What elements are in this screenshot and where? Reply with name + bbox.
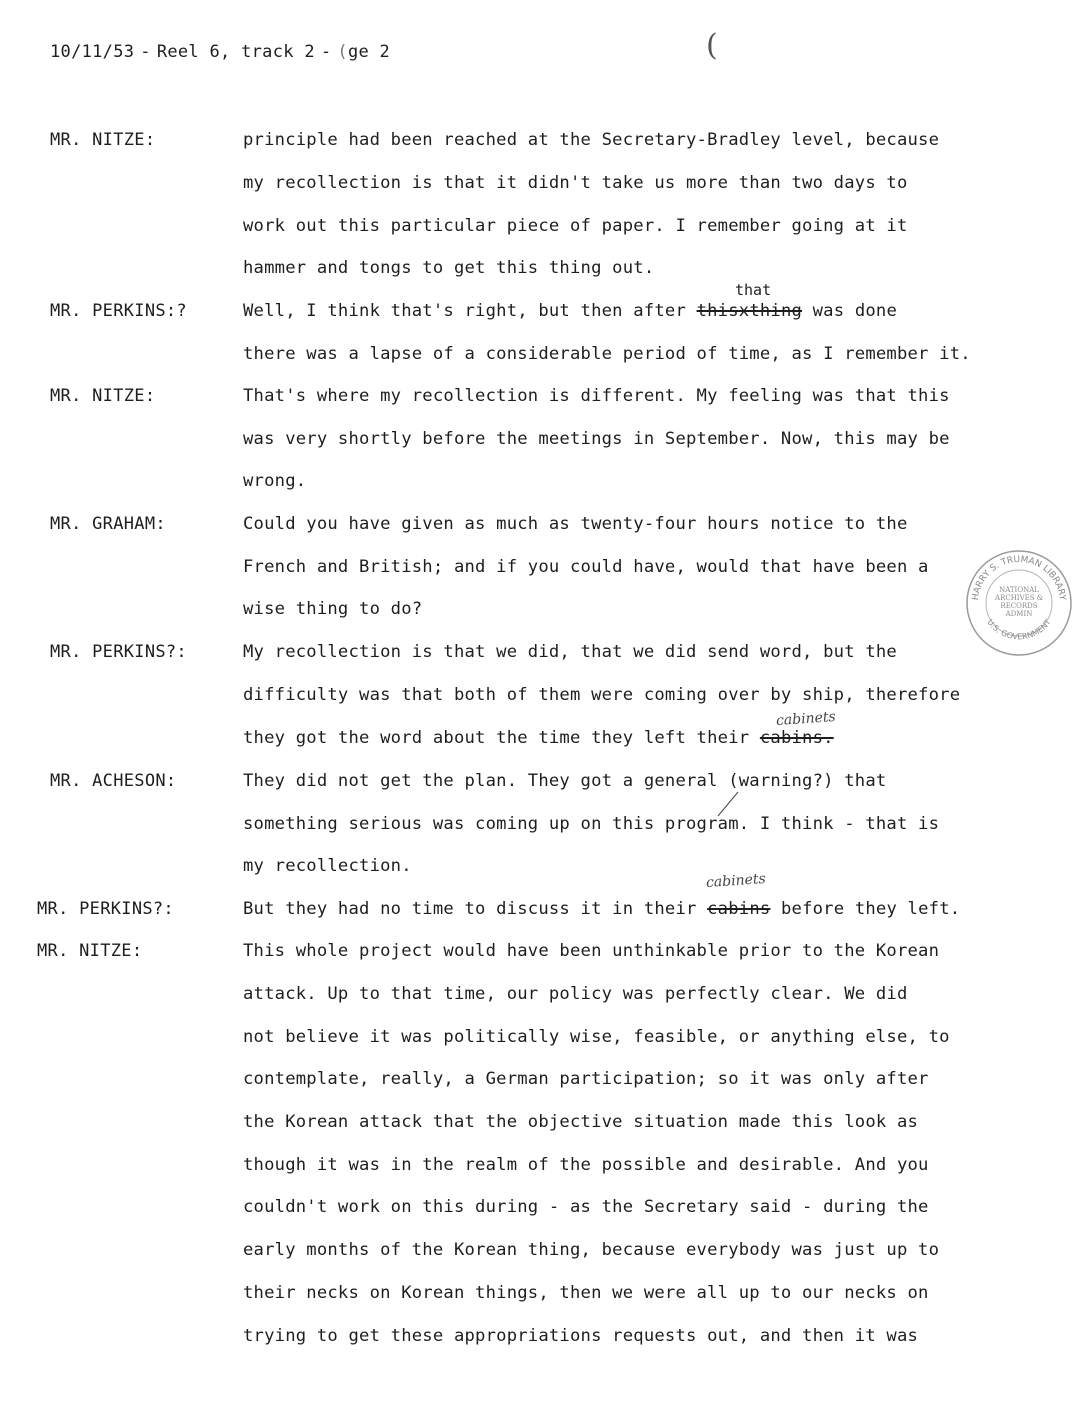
transcript-line: They did not get the plan. They got a general (warning?) that xyxy=(243,771,887,791)
speaker-label: MR. NITZE: xyxy=(37,941,143,961)
transcript-line: difficulty was that both of them were coming over by ship, therefore xyxy=(243,685,961,705)
transcript-line: Well, I think that's right, but then after thisxthing was done xyxy=(243,301,898,321)
stamp-center-text: NATIONAL ARCHIVES & RECORDS ADMIN xyxy=(995,586,1043,618)
speaker-label: MR. PERKINS?: xyxy=(50,642,187,662)
struck-text: thisxthing xyxy=(696,301,803,321)
transcript-line: attack. Up to that time, our policy was perfectly clear. We did xyxy=(243,984,908,1004)
margin-mark: ( xyxy=(706,28,718,63)
transcript-line: Could you have given as much as twenty-four hours notice to the xyxy=(243,514,908,534)
transcript-line: French and British; and if you could have, would that have been a xyxy=(243,557,929,577)
header-date: 10/11/53 xyxy=(50,42,135,62)
speaker-label: MR. PERKINS:? xyxy=(50,301,187,321)
header-page: ge 2 xyxy=(347,42,391,62)
archive-stamp xyxy=(964,548,1074,658)
speaker-label: MR. GRAHAM: xyxy=(50,514,166,534)
transcript-line: something serious was coming up on this program. I think - that is xyxy=(243,814,940,834)
transcript-line: That's where my recollection is different. My feeling was that this xyxy=(243,386,950,406)
transcript-line: My recollection is that we did, that we did send word, but the xyxy=(243,642,897,662)
transcript-line: their necks on Korean things, then we were all up to our necks on xyxy=(243,1283,929,1303)
transcript-line: trying to get these appropriations requests out, and then it was xyxy=(243,1326,919,1346)
speaker-label: MR. NITZE: xyxy=(50,130,156,150)
struck-text: cabins. xyxy=(759,728,834,748)
transcript-line: wise thing to do? xyxy=(243,599,423,619)
handwritten-insertion: cabinets xyxy=(775,708,837,730)
transcript-line: early months of the Korean thing, because everybody was just up to xyxy=(243,1240,940,1260)
page-header: 10/11/53 - Reel 6, track 2 - (ge 2 xyxy=(50,42,391,62)
transcript-line: hammer and tongs to get this thing out. xyxy=(243,258,655,278)
pen-mark xyxy=(714,790,744,820)
speaker-label: MR. PERKINS?: xyxy=(37,899,174,919)
transcript-line: couldn't work on this during - as the Secretary said - during the xyxy=(243,1197,929,1217)
transcript-line: though it was in the realm of the possible and desirable. And you xyxy=(243,1155,929,1175)
header-reel: Reel 6, track 2 xyxy=(156,42,315,62)
speaker-label: MR. ACHESON: xyxy=(50,771,177,791)
transcript-line: This whole project would have been unthinkable prior to the Korean xyxy=(243,941,940,961)
transcript-line: the Korean attack that the objective situation made this look as xyxy=(243,1112,919,1132)
handwritten-insertion: cabinets xyxy=(705,870,767,892)
transcript-line: my recollection. xyxy=(243,856,412,876)
transcript-line: there was a lapse of a considerable period of time, as I remember it. xyxy=(243,344,971,364)
speaker-label: MR. NITZE: xyxy=(50,386,156,406)
transcript-line: But they had no time to discuss it in their cabins before they left. xyxy=(243,899,961,919)
stamp-bottom-text: U.S. GOVERNMENT xyxy=(985,617,1053,642)
struck-text: cabins xyxy=(707,899,771,919)
transcript-line: was very shortly before the meetings in September. Now, this may be xyxy=(243,429,950,449)
transcript-line: my recollection is that it didn't take us more than two days to xyxy=(243,173,908,193)
stamp-top-text: HARRY S. TRUMAN LIBRARY xyxy=(970,554,1067,602)
transcript-line: wrong. xyxy=(243,471,307,491)
transcript-line: principle had been reached at the Secretary-Bradley level, because xyxy=(243,130,940,150)
transcript-line: they got the word about the time they left their cabins. xyxy=(243,728,834,748)
transcript-line: not believe it was politically wise, feasible, or anything else, to xyxy=(243,1027,950,1047)
handwritten-insertion: that xyxy=(735,281,772,299)
transcript-line: work out this particular piece of paper. I remember going at it xyxy=(243,216,908,236)
transcript-line: contemplate, really, a German participation; so it was only after xyxy=(243,1069,929,1089)
